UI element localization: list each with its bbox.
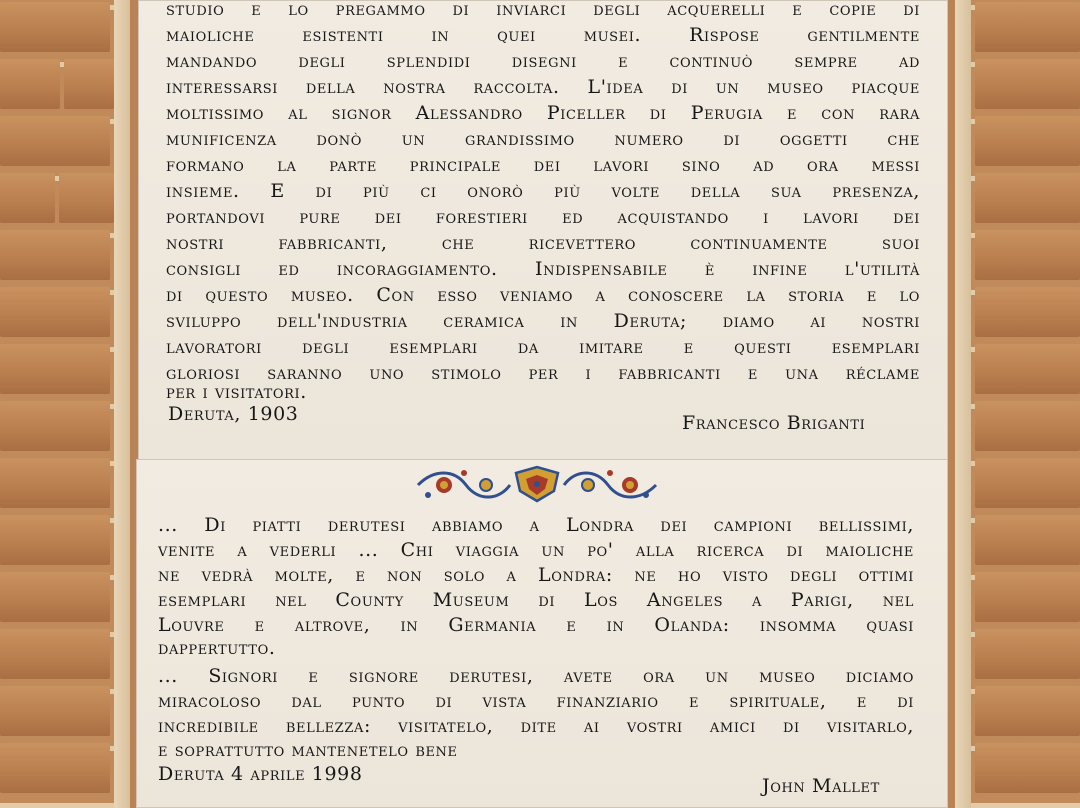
inscription-line: incredibile bellezza: visitatelo, dite ai vostri amici di visitarlo,: [158, 715, 914, 737]
plaque-mallet: [136, 459, 948, 808]
inscription-line: portandovi pure dei forestieri ed acquistando i lavori dei: [166, 206, 920, 228]
inscription-line: esemplari nel County Museum di Los Angeles a Parigi, nel: [158, 589, 914, 611]
place-date: Deruta, 1903: [168, 403, 299, 425]
place-date: Deruta 4 aprile 1998: [158, 763, 363, 785]
plaque-briganti: [138, 0, 948, 460]
inscription-line: consigli ed incoraggiamento. Indispensabile è infine l'utilità: [166, 258, 920, 280]
inscription-line: formano la parte principale dei lavori sino ad ora messi: [166, 154, 920, 176]
inscription-line: munificenza donò un grandissimo numero di oggetti che: [166, 128, 920, 150]
inscription-line: lavoratori degli esemplari da imitare e questi esemplari: [166, 336, 920, 358]
inscription-line: miracoloso dal punto di vista finanziario e spirituale, e di: [158, 690, 914, 712]
signature: John Mallet: [762, 775, 880, 797]
inscription-line: mandando degli splendidi disegni e continuò sempre ad: [166, 50, 920, 72]
inscription-line: insieme. E di più ci onorò più volte della sua presenza,: [166, 180, 920, 202]
inscription-line: ... Signori e signore derutesi, avete ora un museo diciamo: [158, 665, 914, 687]
inscription-line: maioliche esistenti in quei musei. Rispose gentilmente: [166, 24, 920, 46]
inscription-line: gloriosi saranno uno stimolo per i fabbricanti e una réclame: [166, 362, 920, 384]
inscription-line: studio e lo pregammo di inviarci degli acquerelli e copie di: [166, 0, 920, 20]
inscription-line: ... Di piatti derutesi abbiamo a Londra dei campioni bellissimi,: [158, 514, 914, 536]
inscription-line: interessarsi della nostra raccolta. L'idea di un museo piacque: [166, 76, 920, 98]
inscription-line: ne vedrà molte, e non solo a Londra: ne ho visto degli ottimi: [158, 564, 914, 586]
inscription-line: e soprattutto mantenetelo bene: [158, 739, 458, 761]
brick-wall-right: [955, 0, 1080, 808]
inscription-line: nostri fabbricanti, che ricevettero continuamente suoi: [166, 232, 920, 254]
majolica-ornament: [414, 465, 660, 505]
signature: Francesco Briganti: [682, 412, 866, 434]
inscription-line: per i visitatori.: [166, 381, 307, 403]
inscription-line: sviluppo dell'industria ceramica in Deruta; diamo ai nostri: [166, 310, 920, 332]
brick-wall-left: [0, 0, 125, 808]
inscription-line: di questo museo. Con esso veniamo a conoscere la storia e lo: [166, 284, 920, 306]
inscription-line: dappertutto.: [158, 637, 276, 659]
inscription-line: moltissimo al signor Alessandro Piceller di Perugia e con rara: [166, 102, 920, 124]
inscription-line: Louvre e altrove, in Germania e in Olanda: insomma quasi: [158, 614, 914, 636]
inscription-line: venite a vederli ... Chi viaggia un po' alla ricerca di maioliche: [158, 539, 914, 561]
